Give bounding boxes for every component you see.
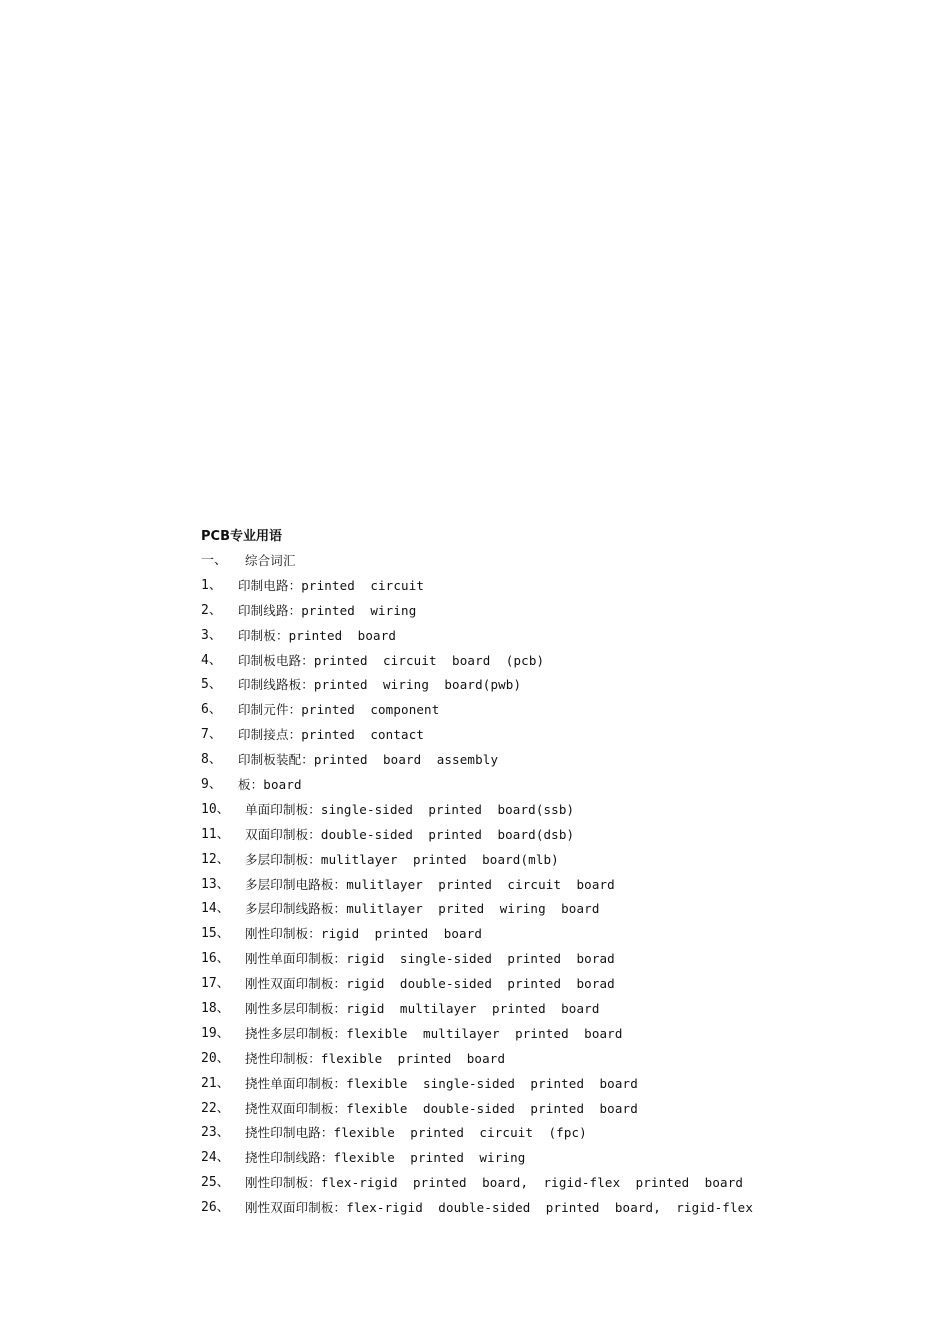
term-entry (201, 1121, 901, 1146)
term-entry (201, 1171, 901, 1196)
term-entry (201, 922, 901, 947)
term-entry (201, 748, 901, 773)
entry-text: 板：board (238, 777, 302, 793)
term-entry (201, 1047, 901, 1072)
term-entry (201, 823, 901, 848)
entry-text: 单面印制板：single-sided printed board(ssb) (245, 801, 575, 817)
entry-number: 18、 (201, 1001, 230, 1017)
section-heading (201, 549, 901, 574)
entry-text: 印制板电路：printed circuit board (pcb) (238, 652, 545, 668)
entry-text: 挠性印制板：flexible printed board (245, 1050, 506, 1066)
entry-number: 5、 (201, 677, 222, 693)
term-entry (201, 1022, 901, 1047)
entry-text: 刚性单面印制板：rigid single-sided printed borad (245, 951, 615, 967)
entry-text: 多层印制电路板：mulitlayer printed circuit board (245, 876, 615, 892)
term-entry (201, 1072, 901, 1097)
term-entry (201, 1146, 901, 1171)
term-entry (201, 649, 901, 674)
term-entry (201, 673, 901, 698)
entry-text: 刚性多层印制板：rigid multilayer printed board (245, 1001, 600, 1017)
entry-number: 23、 (201, 1125, 230, 1141)
entry-number: 16、 (201, 951, 230, 967)
entry-number: 22、 (201, 1100, 230, 1116)
entry-text: 挠性印制电路：flexible printed circuit (fpc) (245, 1125, 587, 1141)
entry-number: 10、 (201, 801, 230, 817)
term-entry (201, 873, 901, 898)
entry-number: 3、 (201, 627, 222, 643)
entry-text: 印制板装配：printed board assembly (238, 752, 499, 768)
entry-number: 6、 (201, 702, 222, 718)
term-entry (201, 698, 901, 723)
entry-text: 印制线路板：printed wiring board(pwb) (238, 677, 522, 693)
term-entry (201, 897, 901, 922)
entry-text: 印制线路：printed wiring (238, 602, 417, 618)
term-entry (201, 1097, 901, 1122)
entry-number: 8、 (201, 752, 222, 768)
entry-text: 刚性双面印制板：rigid double-sided printed borad (245, 976, 615, 992)
entry-text: 刚性印制板：flex-rigid printed board, rigid-flex printed board (245, 1175, 744, 1191)
entry-text: 印制板：printed board (238, 627, 397, 643)
term-entry (201, 947, 901, 972)
entry-number: 4、 (201, 652, 222, 668)
entry-number: 20、 (201, 1050, 230, 1066)
entry-number: 25、 (201, 1175, 230, 1191)
entry-number: 11、 (201, 826, 230, 842)
entry-number: 2、 (201, 602, 222, 618)
entry-number: 1、 (201, 577, 222, 593)
term-entry (201, 798, 901, 823)
entry-number: 15、 (201, 926, 230, 942)
entry-text: 多层印制线路板：mulitlayer prited wiring board (245, 901, 600, 917)
entry-number: 21、 (201, 1075, 230, 1091)
section-label: 综合词汇 (245, 553, 296, 568)
entry-text: 挠性印制线路：flexible printed wiring (245, 1150, 526, 1166)
term-entry (201, 574, 901, 599)
entry-text: 多层印制板：mulitlayer printed board(mlb) (245, 851, 559, 867)
entry-text: 印制接点：printed contact (238, 727, 425, 743)
entry-number: 13、 (201, 876, 230, 892)
entry-number: 17、 (201, 976, 230, 992)
term-entry (201, 848, 901, 873)
entry-text: 挠性双面印制板：flexible double-sided printed board (245, 1100, 638, 1116)
document-title: PCB专业用语 (201, 529, 282, 544)
entry-text: 刚性双面印制板：flex-rigid double-sided printed board, rigid-flex (245, 1200, 754, 1216)
entry-text: 刚性印制板：rigid printed board (245, 926, 483, 942)
term-entry (201, 624, 901, 649)
term-entry (201, 599, 901, 624)
entry-number: 26、 (201, 1200, 230, 1216)
entry-number: 19、 (201, 1025, 230, 1041)
term-entry (201, 773, 901, 798)
entry-text: 双面印制板：double-sided printed board(dsb) (245, 826, 575, 842)
term-list (201, 574, 901, 1221)
term-entry (201, 972, 901, 997)
entry-number: 12、 (201, 851, 230, 867)
entry-number: 9、 (201, 777, 222, 793)
entry-number: 24、 (201, 1150, 230, 1166)
entry-text: 印制元件：printed component (238, 702, 440, 718)
section-marker: 一、 (201, 553, 228, 568)
entry-text: 印制电路：printed circuit (238, 577, 425, 593)
term-entry (201, 723, 901, 748)
entry-number: 14、 (201, 901, 230, 917)
entry-text: 挠性多层印制板：flexible multilayer printed board (245, 1025, 623, 1041)
entry-text: 挠性单面印制板：flexible single-sided printed board (245, 1075, 638, 1091)
entry-number: 7、 (201, 727, 222, 743)
term-entry (201, 997, 901, 1022)
document-content (201, 524, 901, 1221)
term-entry (201, 1196, 901, 1221)
